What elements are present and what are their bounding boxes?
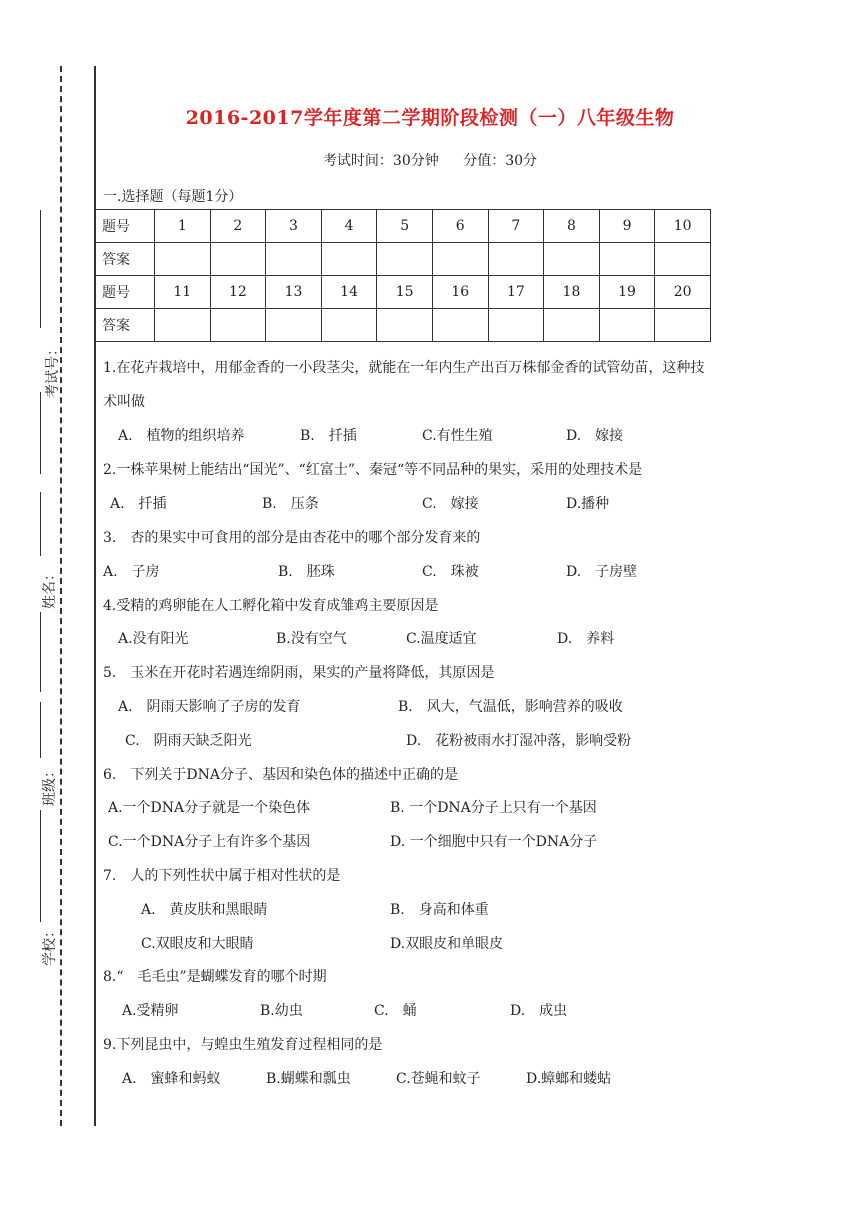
q1-option-c: C.有性生殖 [422, 428, 493, 444]
question-number: 2 [210, 210, 266, 243]
q4-option-d: D. 养料 [557, 631, 615, 647]
q1-option-a: A. 植物的组织培养 [118, 428, 245, 444]
answer-cell[interactable] [321, 309, 377, 342]
question-number: 12 [210, 276, 266, 309]
q5-option-d: D. 花粉被雨水打湿冲落，影响受粉 [406, 733, 632, 749]
q9-option-b: B.蝴蝶和瓢虫 [266, 1071, 351, 1087]
q3-option-b: B. 胚珠 [278, 564, 335, 580]
q6-option-a: A.一个DNA分子就是一个染色体 [108, 800, 311, 816]
q6-option-b: B. 一个DNA分子上只有一个基因 [390, 800, 597, 816]
exam-time: 考试时间：30分钟 [322, 153, 439, 169]
question-number: 16 [432, 276, 488, 309]
answer-cell[interactable] [599, 243, 655, 276]
q7-option-c: C.双眼皮和大眼睛 [141, 936, 254, 952]
q6-option-d: D. 一个细胞中只有一个DNA分子 [390, 834, 598, 850]
q8-option-b: B.幼虫 [260, 1003, 303, 1019]
question-number: 14 [321, 276, 377, 309]
question-1-stem: 1.在花卉栽培中，用郁金香的一小段茎尖，就能在一年内生产出百万株郁金香的试管幼苗，这种技 [103, 360, 705, 376]
q9-option-d: D.蟑螂和蝼蛄 [526, 1071, 612, 1087]
question-8-stem: 8.“ 毛毛虫”是蝴蝶发育的哪个时期 [103, 969, 327, 985]
answer-table [95, 209, 711, 342]
question-number: 20 [655, 276, 711, 309]
q5-option-c: C. 阴雨天缺乏阳光 [125, 733, 252, 749]
question-number: 17 [488, 276, 544, 309]
q7-option-a: A. 黄皮肤和黑眼睛 [141, 902, 268, 918]
answer-cell[interactable] [266, 309, 322, 342]
question-number: 18 [544, 276, 600, 309]
answer-cell[interactable] [377, 309, 433, 342]
question-5-stem: 5. 玉米在开花时若遇连绵阴雨，果实的产量将降低，其原因是 [103, 665, 495, 681]
q4-option-a: A.没有阳光 [118, 631, 189, 647]
question-1-stem-cont: 术叫做 [103, 394, 145, 410]
answer-cell[interactable] [488, 309, 544, 342]
answer-header: 答案 [96, 309, 155, 342]
answer-header: 答案 [96, 243, 155, 276]
question-number: 7 [488, 210, 544, 243]
question-number: 5 [377, 210, 433, 243]
q8-option-a: A.受精卵 [122, 1003, 179, 1019]
exam-score: 分值：30分 [463, 153, 538, 169]
answer-cell[interactable] [544, 243, 600, 276]
answer-cell[interactable] [155, 243, 211, 276]
name-blank-lower [40, 612, 41, 692]
question-number: 4 [321, 210, 377, 243]
table-row [96, 210, 711, 243]
q1-option-b: B. 扦插 [300, 428, 357, 444]
answer-cell[interactable] [655, 243, 711, 276]
q5-option-a: A. 阴雨天影响了子房的发育 [118, 699, 301, 715]
q6-option-c: C.一个DNA分子上有许多个基因 [108, 834, 311, 850]
question-number: 10 [655, 210, 711, 243]
q9-option-a: A. 蜜蜂和蚂蚁 [122, 1071, 221, 1087]
answer-cell[interactable] [155, 309, 211, 342]
q9-option-c: C.苍蝇和蚊子 [396, 1071, 481, 1087]
answer-cell[interactable] [210, 243, 266, 276]
question-number: 11 [155, 276, 211, 309]
question-number: 9 [599, 210, 655, 243]
question-number-header: 题号 [96, 276, 155, 309]
answer-cell[interactable] [488, 243, 544, 276]
question-number: 15 [377, 276, 433, 309]
table-row [96, 276, 711, 309]
q2-option-d: D.播种 [566, 496, 610, 512]
question-number: 3 [266, 210, 322, 243]
answer-cell[interactable] [210, 309, 266, 342]
question-3-stem: 3. 杏的果实中可食用的部分是由杏花中的哪个部分发育来的 [103, 530, 481, 546]
table-row [96, 309, 711, 342]
question-number: 19 [599, 276, 655, 309]
q3-option-d: D. 子房壁 [566, 564, 638, 580]
class-blank [40, 702, 41, 758]
question-number: 6 [432, 210, 488, 243]
answer-cell[interactable] [377, 243, 433, 276]
school-blank [40, 866, 41, 922]
q1-option-d: D. 嫁接 [566, 428, 624, 444]
exam-number-blank [40, 210, 41, 328]
q2-option-c: C. 嫁接 [422, 496, 479, 512]
name-label: 姓名： [42, 567, 58, 609]
question-2-stem: 2.一株苹果树上能结出“国光”、“红富士”、秦冠“等不同品种的果实，采用的处理技术是 [103, 462, 643, 478]
q8-option-c: C. 蛹 [374, 1003, 417, 1019]
question-4-stem: 4.受精的鸡卵能在人工孵化箱中发育成雏鸡主要原因是 [103, 598, 439, 614]
q4-option-b: B.没有空气 [276, 631, 347, 647]
answer-cell[interactable] [321, 243, 377, 276]
cut-line-dashed [60, 66, 62, 1126]
question-number: 13 [266, 276, 322, 309]
question-number-header: 题号 [96, 210, 155, 243]
answer-cell[interactable] [544, 309, 600, 342]
answer-cell[interactable] [655, 309, 711, 342]
question-number: 1 [155, 210, 211, 243]
class-label: 班级： [42, 764, 58, 806]
q4-option-c: C.温度适宜 [406, 631, 477, 647]
section-title: 一.选择题（每题1分） [103, 189, 243, 205]
exam-number-label: 考试号： [45, 342, 61, 398]
table-row [96, 243, 711, 276]
question-9-stem: 9.下列昆虫中，与蝗虫生殖发育过程相同的是 [103, 1037, 383, 1053]
q2-option-b: B. 压条 [262, 496, 319, 512]
exam-number-blank-lower [40, 392, 41, 474]
question-6-stem: 6. 下列关于DNA分子、基因和染色体的描述中正确的是 [103, 767, 458, 783]
class-blank-lower [40, 810, 41, 866]
answer-cell[interactable] [432, 309, 488, 342]
q3-option-a: A. 子房 [103, 564, 160, 580]
q7-option-b: B. 身高和体重 [390, 902, 489, 918]
exam-title: 2016-2017学年度第二学期阶段检测（一）八年级生物 [185, 107, 675, 129]
q3-option-c: C. 珠被 [422, 564, 479, 580]
name-blank [40, 492, 41, 556]
q8-option-d: D. 成虫 [510, 1003, 568, 1019]
q7-option-d: D.双眼皮和单眼皮 [390, 936, 504, 952]
answer-cell[interactable] [599, 309, 655, 342]
school-label: 学校： [42, 924, 58, 966]
exam-info [0, 150, 860, 170]
q2-option-a: A. 扦插 [110, 496, 167, 512]
question-7-stem: 7. 人的下列性状中属于相对性状的是 [103, 868, 341, 884]
question-number: 8 [544, 210, 600, 243]
q5-option-b: B. 风大，气温低，影响营养的吸收 [398, 699, 623, 715]
answer-cell[interactable] [266, 243, 322, 276]
answer-cell[interactable] [432, 243, 488, 276]
